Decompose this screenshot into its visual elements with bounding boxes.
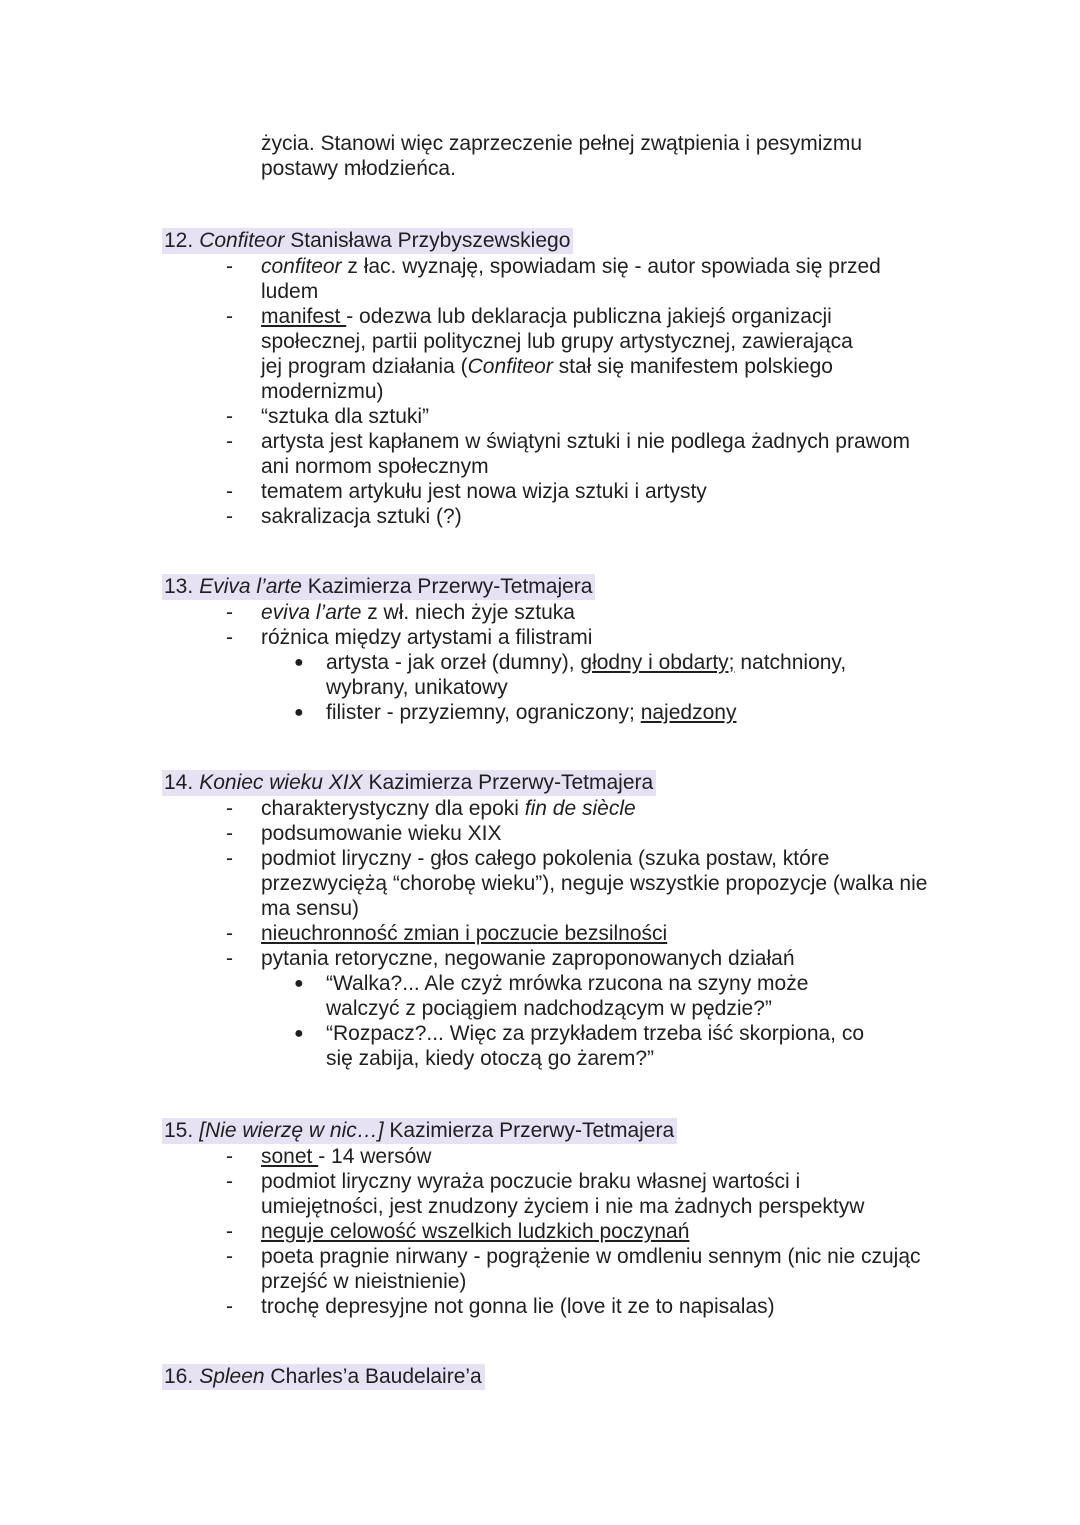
list-item: - charakterystyczny dla epoki fin de siècle — [226, 797, 636, 820]
section-14-list — [0, 796, 1080, 1071]
underlined-term: manifest — [261, 305, 347, 328]
sublist-item: ● “Rozpacz?... Więc za przykładem trzeba iść skorpiona, co się zabija, kiedy otoczą go żarem?” — [294, 1022, 865, 1070]
list-item: - pytania retoryczne, negowanie zaproponowanych działań ● “Walka?... Ale czyż mrówka rzucona na szyny może walczyć z pociągiem nadchodzącym w pędzie?” ● “Rozpacz?... Więc za przykładem trzeba iść skorpiona, co się zabija, kiedy otoczą go żarem?” — [0, 946, 1080, 1071]
bullet-icon: ● — [294, 975, 304, 992]
section-14 — [0, 770, 1080, 1071]
section-12-list — [0, 254, 1080, 529]
intro-line-2: postawy młodzieńca. — [261, 157, 456, 180]
section-14-sublist — [261, 971, 1020, 1071]
list-item: - “sztuka dla sztuki” — [226, 405, 430, 428]
list-item: - podsumowanie wieku XIX — [226, 822, 502, 845]
list-item: - trochę depresyjne not gonna lie (love it ze to napisalas) — [226, 1295, 775, 1318]
section-12-title-italic: Confiteor — [199, 229, 285, 252]
section-14-title-italic: Koniec wieku XIX — [199, 771, 363, 794]
section-13-heading: 13. Eviva l’arte Kazimierza Przerwy-Tetmajera — [162, 574, 595, 600]
section-12 — [0, 228, 1080, 529]
list-item: - artysta jest kapłanem w świątyni sztuki i nie podlega żadnych prawom ani normom społecznym — [226, 430, 910, 478]
list-item: - sonet - 14 wersów — [226, 1145, 432, 1168]
section-15-heading: 15. [Nie wierzę w nic…] Kazimierza Przerwy-Tetmajera — [162, 1118, 677, 1144]
list-item: - neguje celowość wszelkich ludzkich poczynań — [226, 1220, 690, 1243]
bullet-icon: ● — [294, 704, 304, 721]
list-item: - różnica między artystami a filistrami ● artysta - jak orzeł (dumny), głodny i obdarty; natchniony, wybrany, unikatowy ● filister - przyziemny, ograniczony; najedzony — [0, 625, 1080, 725]
underlined-term: nieuchronność zmian i poczucie bezsilności — [261, 922, 668, 945]
underlined-term: głodny i obdarty; — [580, 651, 735, 674]
section-16 — [0, 1364, 1080, 1390]
intro-line-1: życia. Stanowi więc zaprzeczenie pełnej zwątpienia i pesymizmu — [261, 132, 863, 155]
list-item: - confiteor z łac. wyznaję, spowiadam się - autor spowiada się przed ludem — [226, 255, 881, 303]
section-14-heading: 14. Koniec wieku XIX Kazimierza Przerwy-Tetmajera — [162, 770, 656, 796]
intro-paragraph — [261, 131, 961, 181]
sublist-item: ● filister - przyziemny, ograniczony; najedzony — [294, 701, 737, 724]
list-item: - podmiot liryczny - głos całego pokolenia (szuka postaw, które przezwyciężą “chorobę wieku”), neguje wszystkie propozycje (walka nie ma sensu) — [226, 847, 928, 920]
section-13-title-italic: Eviva l’arte — [199, 575, 302, 598]
section-12-heading: 12. Confiteor Stanisława Przybyszewskiego — [162, 228, 573, 254]
section-15-title-italic: [Nie wierzę w nic…] — [199, 1119, 384, 1142]
list-item: - manifest - odezwa lub deklaracja publiczna jakiejś organizacji społecznej, partii politycznej lub grupy artystycznej, zawierająca jej program działania (Confiteor stał się manifestem polskiego modernizmu) — [226, 305, 853, 403]
section-13-sublist — [261, 650, 1020, 725]
list-item: - nieuchronność zmian i poczucie bezsilności — [226, 922, 668, 945]
list-item: - tematem artykułu jest nowa wizja sztuki i artysty — [226, 480, 707, 503]
section-13 — [0, 574, 1080, 725]
sublist-item: ● artysta - jak orzeł (dumny), głodny i obdarty; natchniony, wybrany, unikatowy — [294, 651, 847, 699]
section-15-list — [0, 1144, 1080, 1319]
list-item: - poeta pragnie nirwany - pogrążenie w omdleniu sennym (nic nie czując przejść w nieistnienie) — [226, 1245, 921, 1293]
section-13-list — [0, 600, 1080, 725]
underlined-term: sonet — [261, 1145, 319, 1168]
underlined-term: neguje celowość wszelkich ludzkich poczynań — [261, 1220, 690, 1243]
underlined-term: najedzony — [640, 701, 737, 724]
bullet-icon: ● — [294, 1025, 304, 1042]
section-15 — [0, 1118, 1080, 1319]
list-item: - podmiot liryczny wyraża poczucie braku własnej wartości i umiejętności, jest znudzony życiem i nie ma żadnych perspektyw — [226, 1170, 865, 1218]
list-item: - eviva l’arte z wł. niech żyje sztuka — [226, 601, 575, 624]
sublist-item: ● “Walka?... Ale czyż mrówka rzucona na szyny może walczyć z pociągiem nadchodzącym w pędzie?” — [294, 972, 809, 1020]
section-16-title-italic: Spleen — [199, 1365, 265, 1388]
list-item: - sakralizacja sztuki (?) — [226, 505, 462, 528]
section-16-heading: 16. Spleen Charles’a Baudelaire’a — [162, 1364, 485, 1390]
bullet-icon: ● — [294, 654, 304, 671]
